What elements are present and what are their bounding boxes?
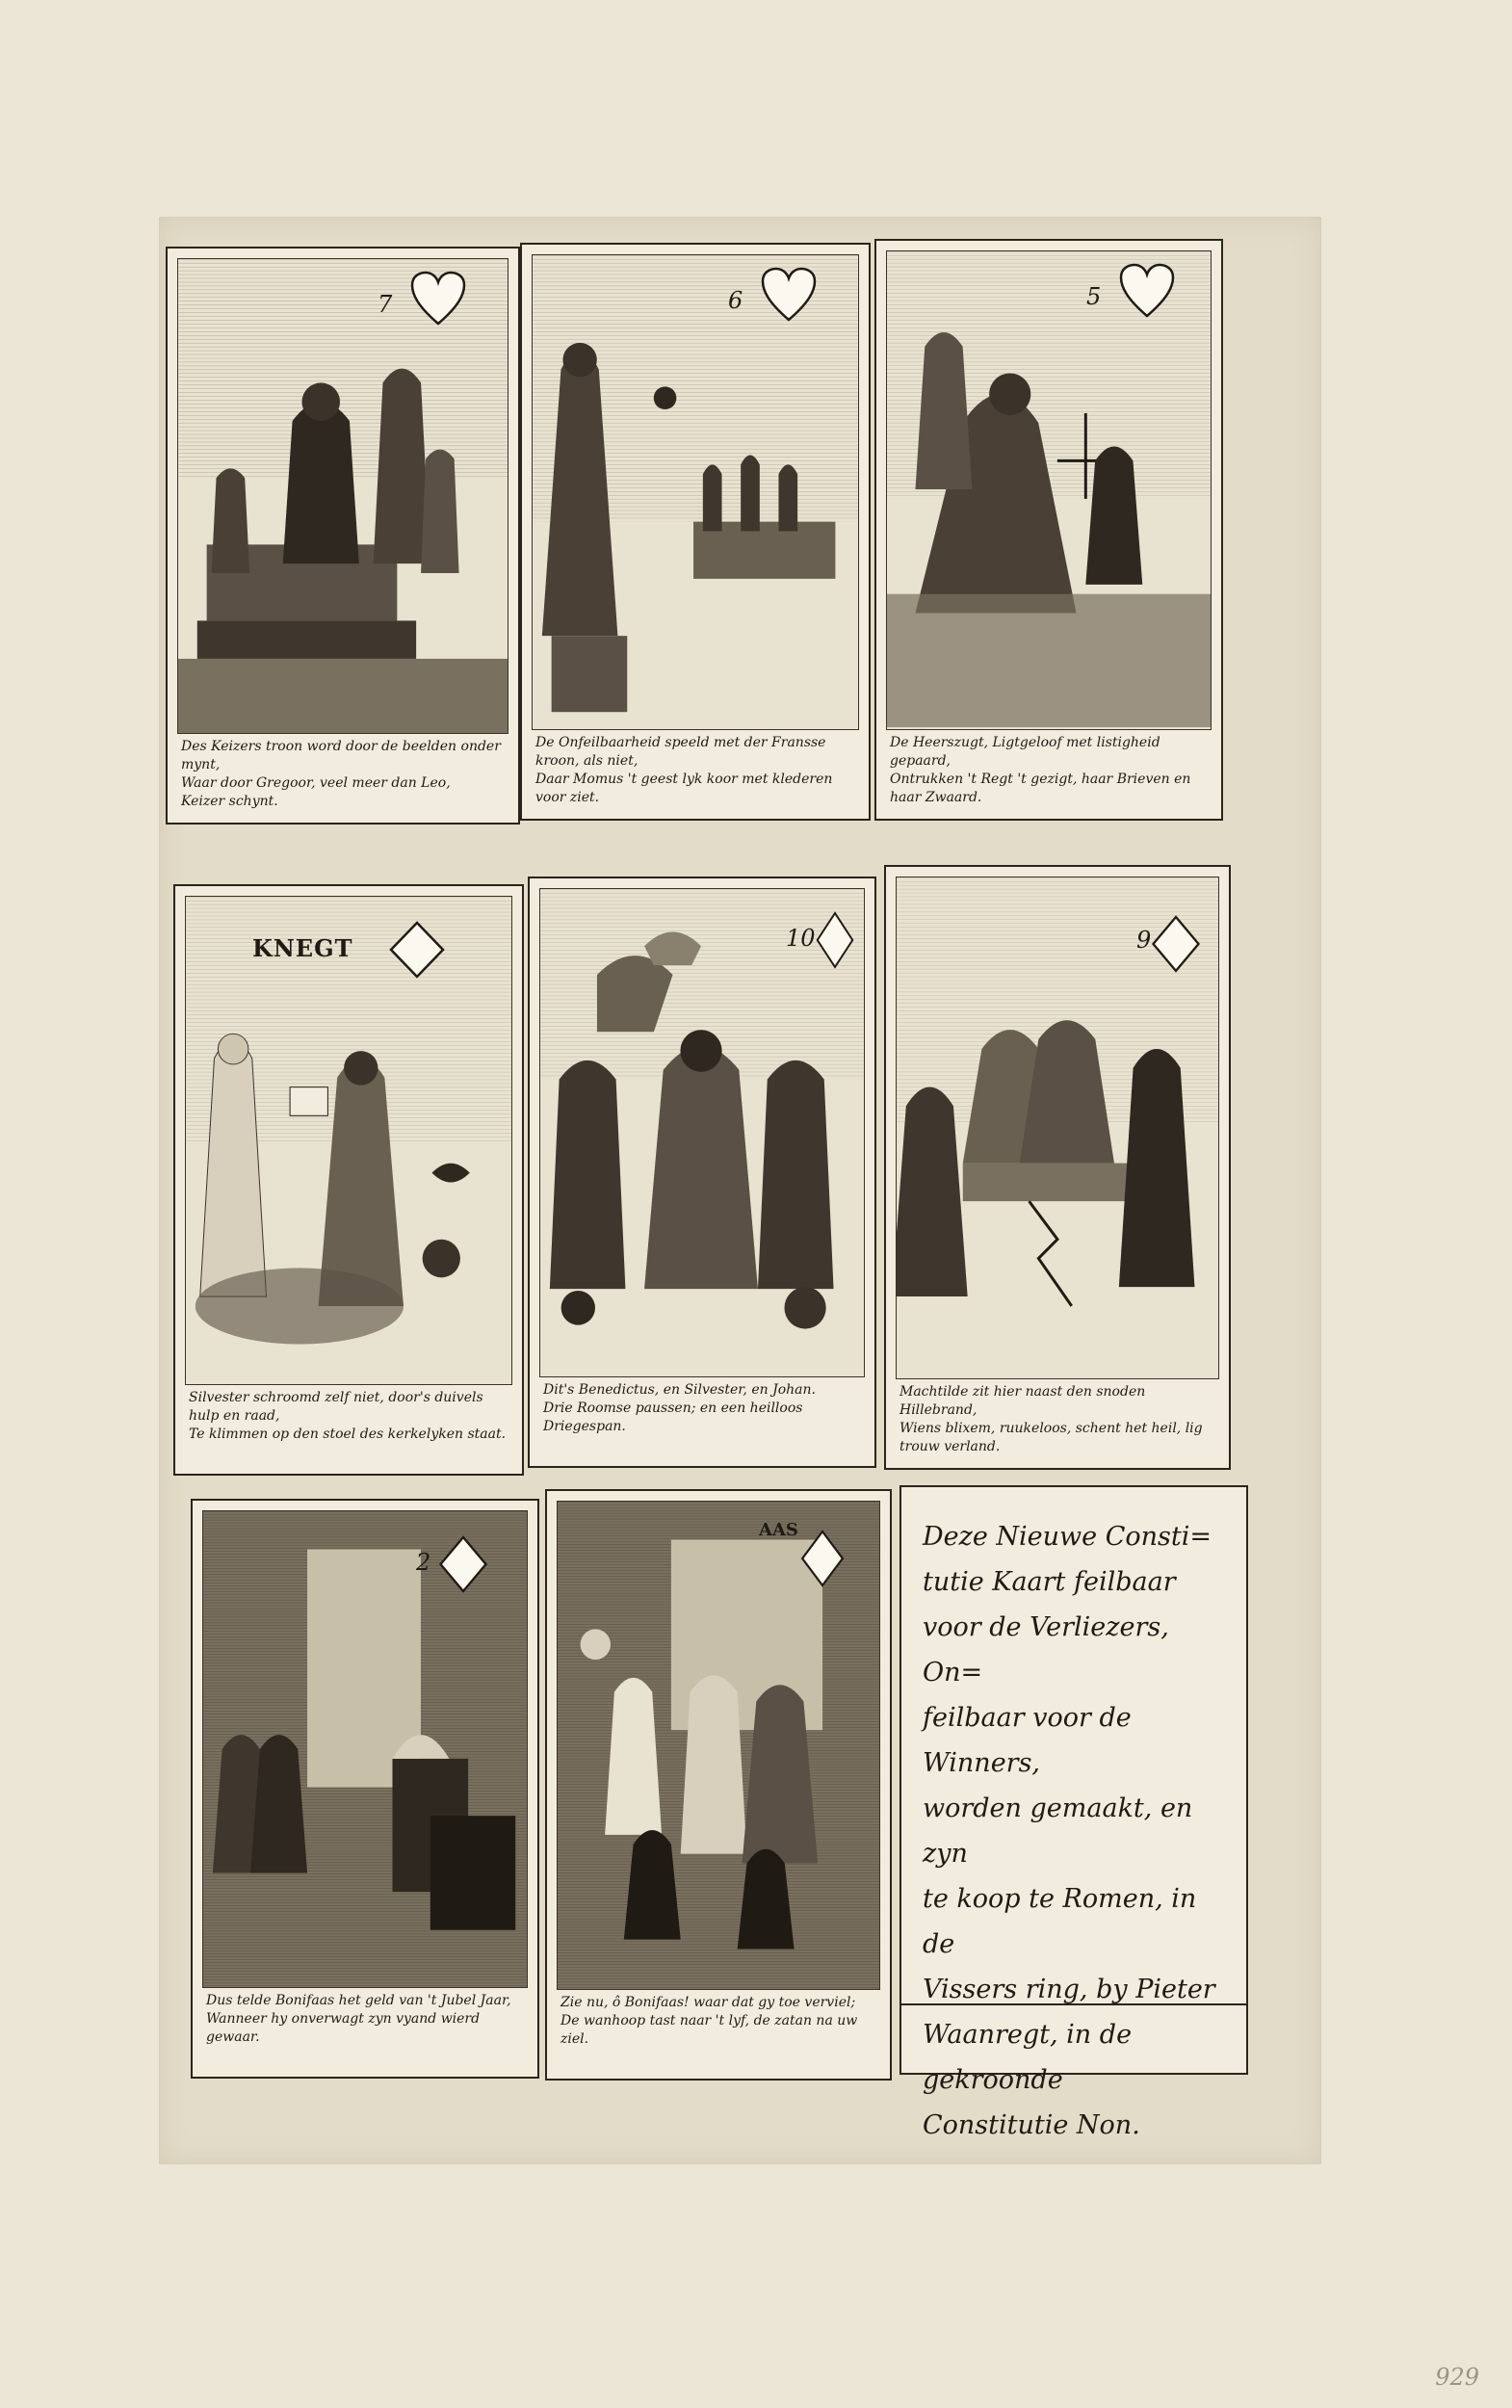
card-caption: Zie nu, ô Bonifaas! waar dat gy toe verviel; De wanhoop tast naar 't lyf, de zatan na uw ziel.	[560, 1995, 858, 2047]
diamond-suit-icon	[1150, 915, 1202, 973]
card-caption: Dus telde Bonifaas het geld van 't Jubel Jaar, Wanneer hy onverwagt zyn vyand wierd gewaar.	[206, 1993, 511, 2045]
card-caption: Des Keizers troon word door de beelden onder mynt, Waar door Gregoor, veel meer dan Leo, Keizer schynt.	[181, 739, 501, 809]
card-caption: De Heerszugt, Ligtgeloof met listigheid gepaard, Ontrukken 't Regt 't gezigt, haar Brieven en haar Zwaard.	[890, 735, 1191, 805]
card-illustration	[185, 896, 512, 1385]
card-7-hearts	[166, 247, 520, 824]
plate-number: 929	[1435, 2364, 1479, 2391]
heart-suit-icon	[1117, 262, 1177, 320]
card-rank: KNEGT	[252, 934, 353, 962]
card-9-diamonds	[884, 865, 1231, 1470]
heart-suit-icon	[759, 266, 819, 324]
card-aas-diamonds	[545, 1489, 892, 2081]
card-rank: 9	[1136, 927, 1152, 954]
heart-suit-icon	[408, 270, 468, 327]
card-rank: AAS	[759, 1520, 798, 1540]
card-10-diamonds	[528, 877, 876, 1468]
card-illustration	[177, 258, 508, 734]
card-2-diamonds	[191, 1499, 539, 2079]
info-panel-text: Deze Nieuwe Consti= tutie Kaart feilbaar voor de Verliezers, On= feilbaar voor de Winners, worden gemaakt, en zyn te koop te Romen, in de Vissers ring, by Pieter Waanregt, in de gekroonde Constitutie Non.	[923, 1522, 1215, 2140]
diamond-suit-icon	[815, 911, 855, 969]
card-knegt-diamonds	[173, 884, 524, 1476]
card-rank: 7	[378, 291, 393, 318]
card-5-hearts	[874, 239, 1223, 821]
diamond-suit-icon	[437, 1535, 489, 1593]
card-caption: Silvester schroomd zelf niet, door's duivels hulp en raad, Te klimmen op den stoel des kerkelyken staat.	[189, 1390, 507, 1442]
card-6-hearts	[520, 243, 871, 821]
card-rank: 6	[728, 287, 743, 314]
diamond-suit-icon	[387, 921, 447, 979]
diamond-suit-icon	[799, 1530, 846, 1587]
divider	[901, 2003, 1246, 2005]
card-illustration	[532, 254, 859, 730]
card-rank: 5	[1086, 283, 1102, 310]
card-caption: Dit's Benedictus, en Silvester, en Johan. Drie Roomse paussen; en een heilloos Driegespan.	[543, 1382, 816, 1434]
card-rank: 2	[416, 1549, 431, 1576]
card-illustration	[886, 250, 1212, 730]
info-panel	[899, 1485, 1248, 2140]
card-caption: De Onfeilbaarheid speeld met der Fransse kroon, als niet, Daar Momus 't geest lyk koor met klederen voor ziet.	[535, 735, 833, 805]
card-caption: Machtilde zit hier naast den snoden Hillebrand, Wiens blixem, ruukeloos, schent het heil, lig trouw verland.	[899, 1384, 1203, 1454]
card-rank: 10	[786, 925, 816, 952]
